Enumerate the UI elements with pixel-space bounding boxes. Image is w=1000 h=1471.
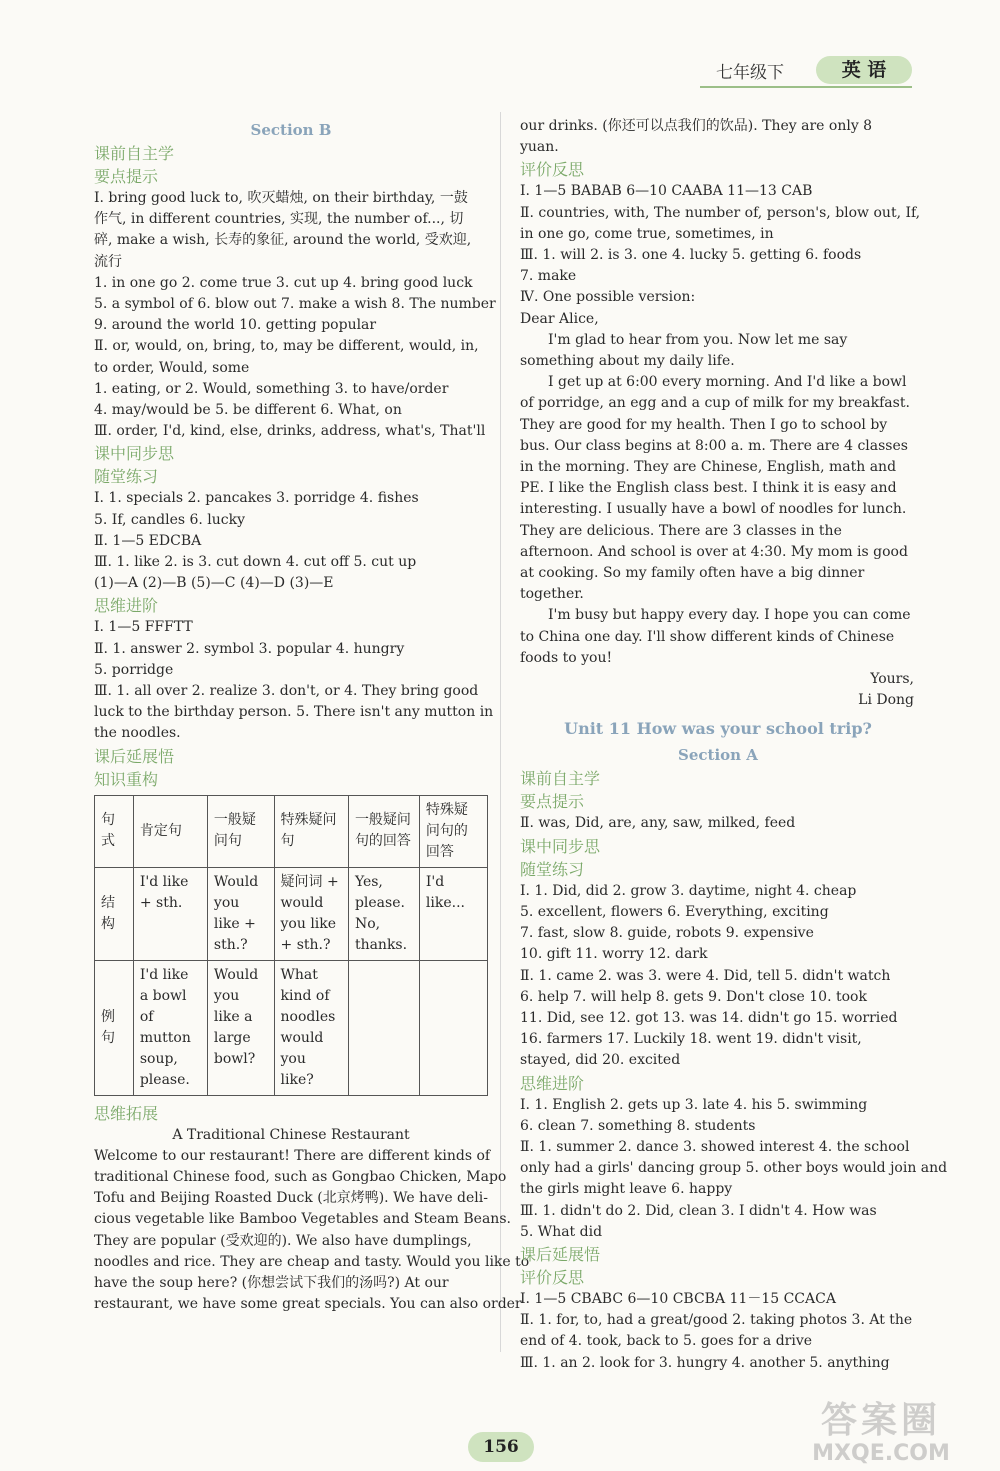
answer-line: stayed, did 20. excited	[520, 1052, 681, 1069]
answer-line: 5. porridge	[94, 661, 174, 678]
answer-line: Ⅱ. 1. came 2. was 3. were 4. Did, tell 5. didn't watch	[520, 967, 891, 984]
table-cell: 结构	[95, 867, 134, 960]
answer-line: cious vegetable like Bamboo Vegetables and Steam Beans.	[94, 1211, 511, 1228]
answer-line: Dear Alice,	[520, 310, 599, 327]
answer-line: Ⅰ. 1—5 CBABC 6—10 CBCBA 11－15 CCACA	[520, 1290, 836, 1307]
section-title: Section B	[250, 121, 332, 139]
answer-line: Ⅰ. 1. Did, did 2. grow 3. daytime, night 4. cheap	[520, 882, 857, 899]
table-cell	[419, 960, 487, 1095]
answer-line: have the soup here? (你想尝试下我们的汤吗?) At our	[94, 1275, 449, 1292]
answer-line: 11. Did, see 12. got 13. was 14. didn't go 15. worried	[520, 1009, 898, 1026]
column-divider	[500, 112, 501, 1352]
answer-line: the girls might leave 6. happy	[520, 1181, 733, 1198]
table-cell: I'd like a bowl of mutton soup, please.	[133, 960, 207, 1095]
section-heading: 课前自主学	[94, 144, 175, 163]
answer-line: Ⅱ. or, would, on, bring, to, may be different, would, in,	[94, 338, 479, 355]
section-heading: 知识重构	[94, 769, 159, 789]
answer-line: our drinks. (你还可以点我们的饮品). They are only 8	[520, 118, 873, 134]
section-heading: 思维进阶	[520, 1073, 585, 1093]
section-heading: 随堂练习	[520, 859, 585, 879]
answer-line: 碎, make a wish, 长寿的象征, around the world, 受欢迎,	[94, 232, 472, 249]
table-cell	[348, 960, 419, 1095]
header-rule	[700, 86, 912, 88]
answer-line: (1)—A (2)—B (5)—C (4)—D (3)—E	[94, 575, 334, 592]
table-cell: Would you like a large bowl?	[207, 960, 274, 1095]
answer-line: 4. may/would be 5. be different 6. What, on	[94, 402, 402, 419]
answer-line: Welcome to our restaurant! There are different kinds of	[94, 1147, 491, 1164]
answer-line: Ⅰ. bring good luck to, 吹灭蜡烛, on their birthday, 一鼓	[94, 190, 468, 206]
letter-paragraph: I'm glad to hear from you. Now let me say something about my daily life.	[520, 331, 848, 370]
page-number: 156	[468, 1432, 534, 1462]
table-header-cell: 一般疑问句	[207, 795, 274, 867]
answer-line: the noodles.	[94, 725, 181, 742]
answer-line: to order, Would, some	[94, 359, 250, 376]
table-row	[95, 867, 488, 960]
answer-line: Ⅳ. One possible version:	[520, 289, 696, 306]
answer-line: 1. eating, or 2. Would, something 3. to have/order	[94, 380, 449, 397]
answer-line: 6. clean 7. something 8. students	[520, 1117, 756, 1134]
table-header-cell: 一般疑问句的回答	[348, 795, 419, 867]
knowledge-table	[94, 795, 488, 1096]
letter-paragraph: I'm busy but happy every day. I hope you can come to China one day. I'll show different kinds of Chinese foods to you!	[520, 607, 911, 666]
answer-line: 5. If, candles 6. lucky	[94, 511, 246, 528]
answer-line: Ⅰ. 1. English 2. gets up 3. late 4. his 5. swimming	[520, 1096, 868, 1113]
answer-line: restaurant, we have some great specials. You can also order	[94, 1296, 522, 1313]
section-heading: 课后延展悟	[94, 746, 175, 766]
unit-title: Unit 11 How was your school trip?	[564, 719, 872, 739]
answer-line: 5. a symbol of 6. blow out 7. make a wish 8. The number	[94, 296, 496, 313]
answer-line: end of 4. took, back to 5. goes for a drive	[520, 1333, 813, 1350]
table-header-cell: 句式	[95, 795, 134, 867]
letter-paragraph: I get up at 6:00 every morning. And I'd like a bowl of porridge, an egg and a cup of milk for my breakfast. They are good for my health. Then I go to school by bus. Our class begins at 8:00 a. m. There are 4 classes in the morning. They are Chinese, English, math and PE. I like the English class best. I think it is easy and interesting. I usually have a bowl of noodles for lunch. They are delicious. There are 3 classes in the afternoon. And school is over at 4:30. My mom is good at cooking. So my family often have a big dinner together.	[520, 374, 910, 603]
answer-line: Ⅱ. 1—5 EDCBA	[94, 532, 202, 549]
right-unit-answers-block	[520, 767, 948, 1373]
answer-line: luck to the birthday person. 5. There isn't any mutton in	[94, 704, 494, 721]
section-heading: 评价反思	[520, 1267, 585, 1287]
answer-line: Ⅱ. 1. for, to, had a great/good 2. taking photos 3. At the	[520, 1312, 913, 1329]
section-title-a: Section A	[678, 746, 758, 765]
watermark	[776, 1400, 986, 1466]
section-heading: 要点提示	[94, 167, 159, 186]
answer-line: 7. fast, slow 8. guide, robots 9. expensive	[520, 925, 814, 942]
table-cell: What kind of noodles would you like?	[274, 960, 348, 1095]
watermark-url: MXQE.COM	[812, 1441, 950, 1466]
table-cell: 例句	[95, 960, 134, 1095]
right-answers-block	[520, 116, 921, 330]
answer-line: Ⅱ. was, Did, are, any, saw, milked, feed	[520, 815, 796, 832]
section-heading: 评价反思	[520, 160, 585, 180]
answer-line: A Traditional Chinese Restaurant	[172, 1126, 410, 1143]
answer-line: 16. farmers 17. Luckily 18. went 19. didn't visit,	[520, 1031, 862, 1048]
section-heading: 课中同步思	[520, 836, 601, 856]
answer-line: Ⅲ. 1. an 2. look for 3. hungry 4. another 5. anything	[520, 1354, 890, 1371]
table-cell: I'd like...	[419, 867, 487, 960]
answer-line: Ⅰ. 1—5 BABAB 6—10 CAABA 11—13 CAB	[520, 183, 813, 200]
letter-closing: Yours,	[870, 671, 914, 688]
answer-line: They are popular (受欢迎的). We also have dumplings,	[94, 1232, 472, 1249]
answer-line: Ⅲ. 1. all over 2. realize 3. don't, or 4. They bring good	[94, 683, 479, 700]
answer-line: 流行	[94, 253, 122, 270]
watermark-logo-text: 答案圈	[820, 1400, 941, 1441]
answer-line: 10. gift 11. worry 12. dark	[520, 946, 708, 963]
grade-label: 七年级下	[716, 63, 784, 83]
table-row	[95, 795, 488, 867]
section-heading: 思维进阶	[94, 596, 159, 616]
answer-line: yuan.	[520, 139, 559, 156]
answer-line: traditional Chinese food, such as Gongbao Chicken, Mapo	[94, 1169, 507, 1186]
section-heading: 思维拓展	[94, 1103, 159, 1123]
table-row	[95, 960, 488, 1095]
answer-line: Ⅲ. order, I'd, kind, else, drinks, address, what's, That'll	[94, 423, 486, 440]
table-cell: Yes, please. No, thanks.	[348, 867, 419, 960]
answer-line: 1. in one go 2. come true 3. cut up 4. bring good luck	[94, 274, 473, 291]
answer-line: Ⅱ. countries, with, The number of, person's, blow out, If,	[520, 204, 921, 221]
table-header-cell: 特殊疑问句	[274, 795, 348, 867]
section-heading: 课前自主学	[520, 769, 601, 789]
answer-line: Ⅲ. 1. will 2. is 3. one 4. lucky 5. getting 6. foods	[520, 247, 862, 264]
answer-line: noodles and rice. They are cheap and tasty. Would you like to	[94, 1253, 530, 1270]
left-answers-block	[94, 142, 496, 791]
letter-signature: Li Dong	[858, 692, 914, 709]
table-header-cell: 肯定句	[133, 795, 207, 867]
answer-line: Tofu and Beijing Roasted Duck (北京烤鸭). We have deli-	[94, 1190, 488, 1207]
right-column	[520, 116, 948, 1374]
answer-line: 6. help 7. will help 8. gets 9. Don't close 10. took	[520, 988, 867, 1005]
answer-line: Ⅱ. 1. summer 2. dance 3. showed interest 4. the school	[520, 1138, 910, 1155]
left-column	[94, 118, 530, 1316]
letter-body	[520, 330, 916, 669]
table-cell: I'd like + sth.	[133, 867, 207, 960]
answer-line: 5. excellent, flowers 6. Everything, exciting	[520, 903, 829, 920]
answer-line: Ⅱ. 1. answer 2. symbol 3. popular 4. hungry	[94, 640, 405, 657]
answer-line: only had a girls' dancing group 5. other boys would join and	[520, 1160, 948, 1177]
section-heading: 要点提示	[520, 792, 585, 812]
table-cell: 疑问词 + would you like + sth.?	[274, 867, 348, 960]
answer-line: in one go, come true, sometimes, in	[520, 225, 774, 242]
answer-line: 作气, in different countries, 实现, the number of..., 切	[94, 211, 464, 228]
answer-line: 5. What did	[520, 1223, 603, 1240]
table-header-cell: 特殊疑问句的回答	[419, 795, 487, 867]
answer-line: Ⅰ. 1—5 FFFTT	[94, 619, 193, 636]
subject-badge: 英 语	[816, 56, 912, 84]
section-heading: 课后延展悟	[520, 1244, 601, 1264]
left-passage-block	[94, 1102, 530, 1316]
section-heading: 课中同步思	[94, 444, 175, 464]
answer-line: Ⅰ. 1. specials 2. pancakes 3. porridge 4. fishes	[94, 490, 419, 507]
answer-line: Ⅲ. 1. didn't do 2. Did, clean 3. I didn't 4. How was	[520, 1202, 877, 1219]
answer-line: 9. around the world 10. getting popular	[94, 317, 377, 334]
table-cell: Would you like + sth.?	[207, 867, 274, 960]
section-heading: 随堂练习	[94, 467, 159, 487]
answer-line: 7. make	[520, 268, 577, 285]
answer-line: Ⅲ. 1. like 2. is 3. cut down 4. cut off 5. cut up	[94, 554, 417, 571]
